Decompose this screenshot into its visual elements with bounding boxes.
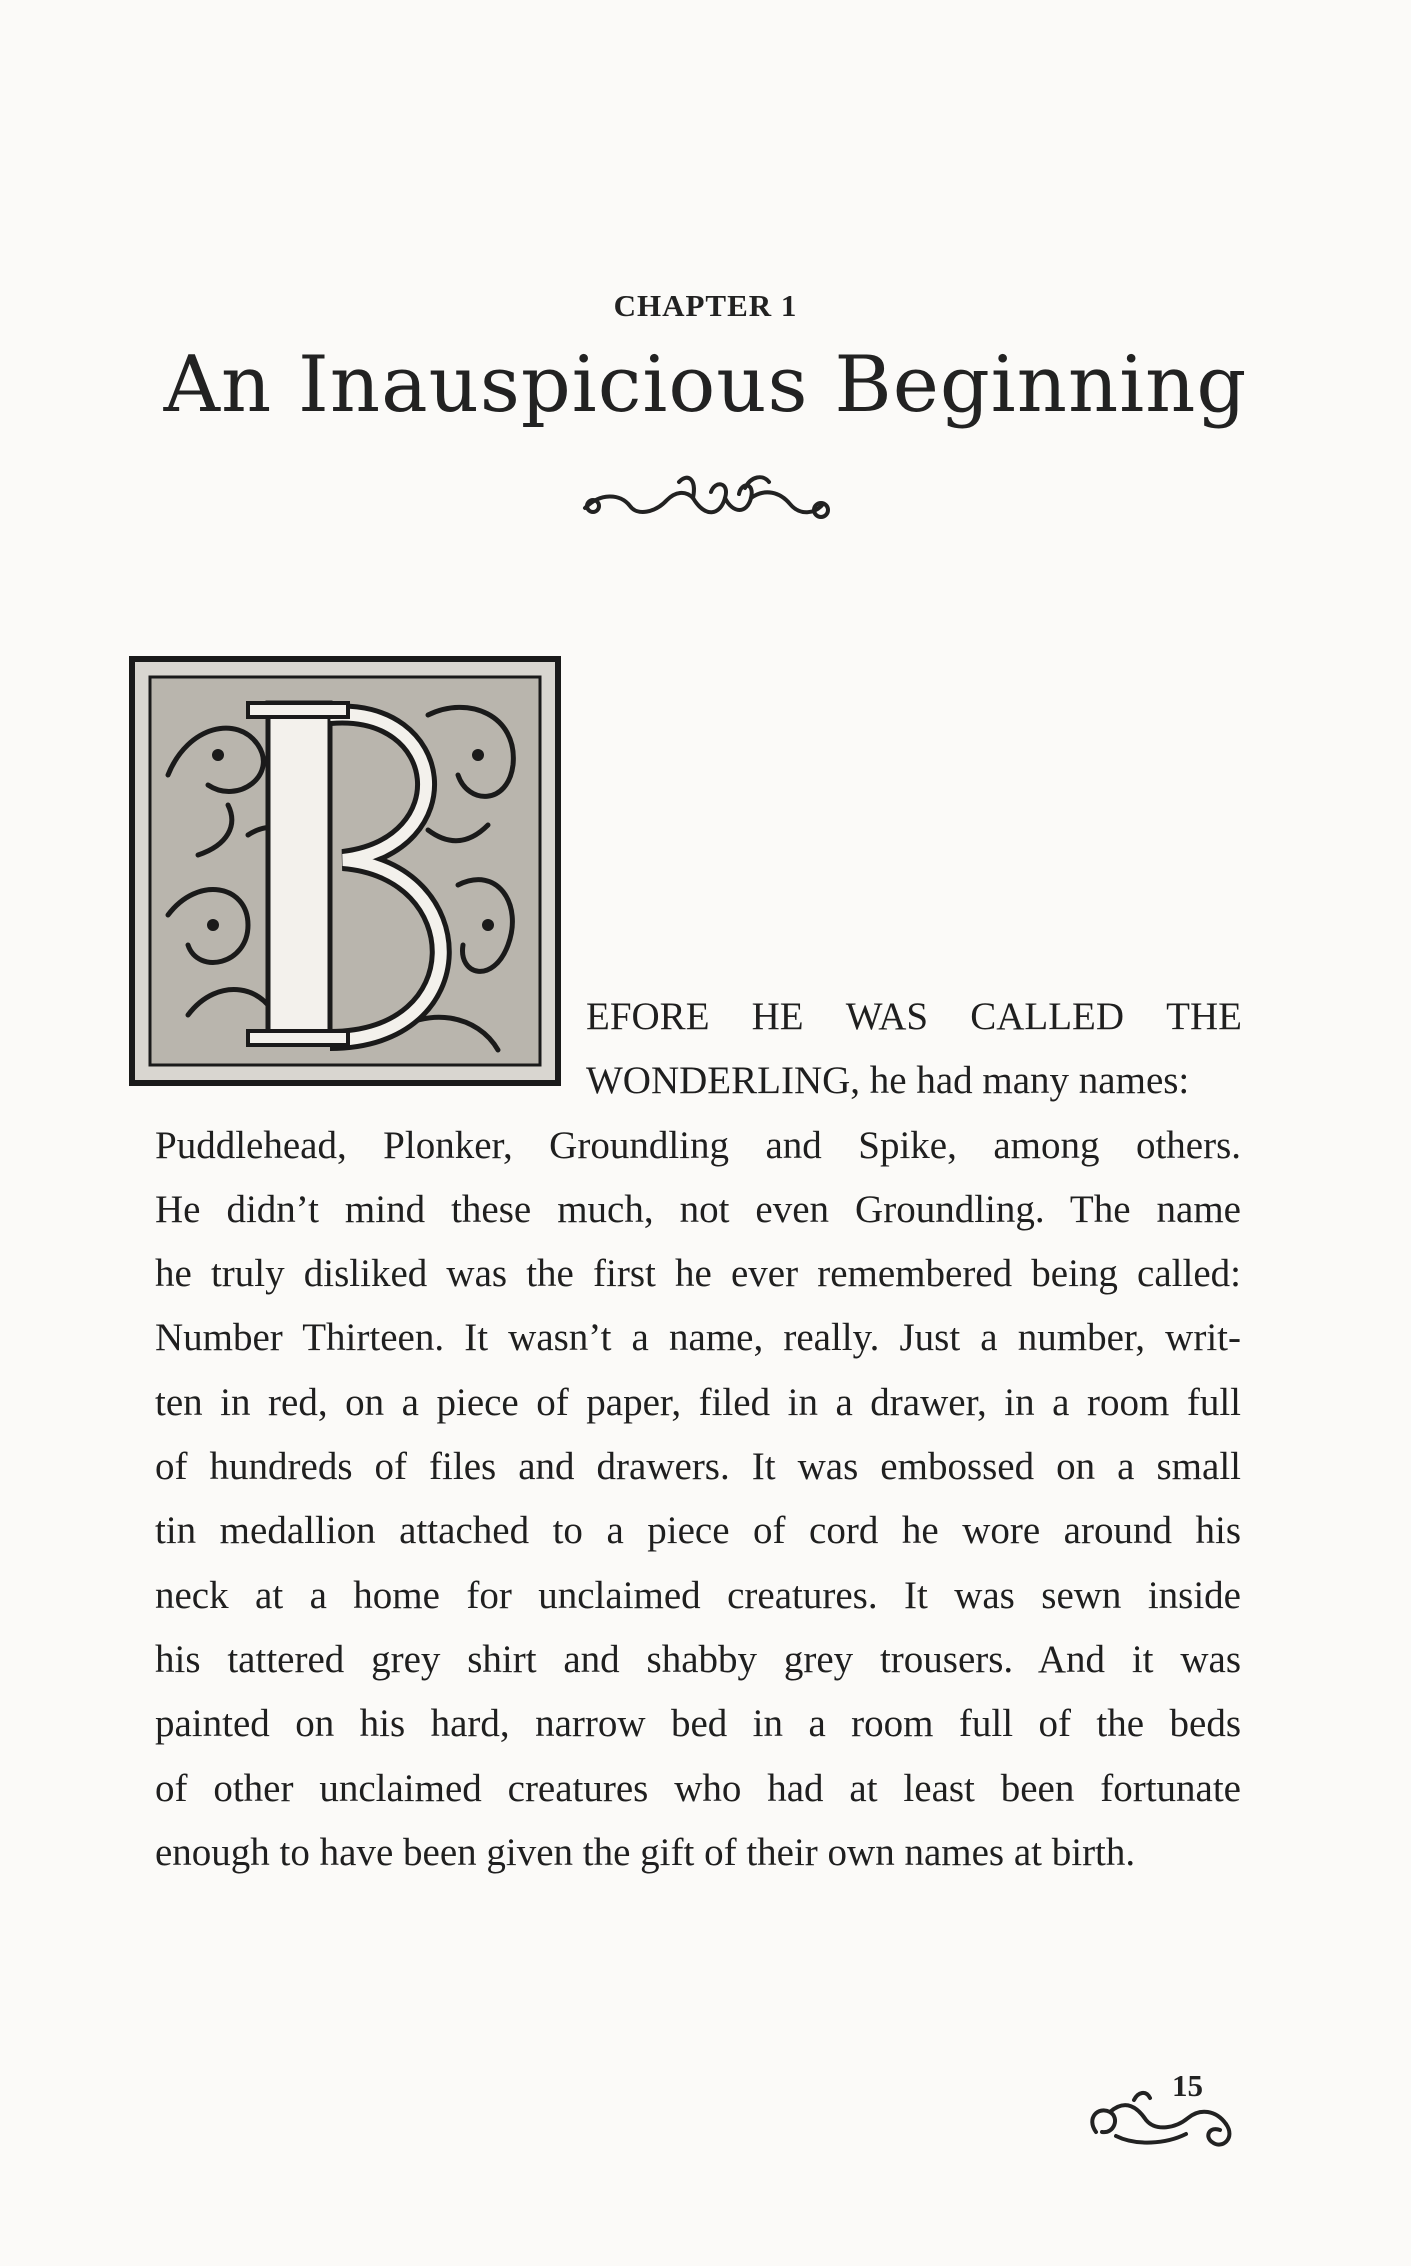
paragraph-line: of other unclaimed creatures who had at least been fortunate [155,1766,1241,1810]
first-line-word: EFORE [586,995,710,1038]
second-line: WONDERLING, he had many names: [586,1059,1190,1103]
first-line-word: CALLED [970,995,1125,1038]
paragraph-line: his tattered grey shirt and shabby grey trousers. And it was [155,1637,1241,1681]
paragraph-line: neck at a home for unclaimed creatures. It was sewn inside [155,1573,1241,1617]
curl-ornament-icon [1076,2088,1246,2158]
paragraph-line: of hundreds of files and drawers. It was embossed on a small [155,1445,1241,1489]
opening-lines [586,985,1242,1114]
first-line [586,985,1242,1049]
first-line-word: WAS [845,995,929,1038]
chapter-title: An Inauspicious Beginning [163,340,1248,430]
page-number: 15 [1172,2068,1203,2103]
drop-cap-b-icon [128,655,562,1087]
first-line-word: THE [1166,995,1242,1038]
paragraph-line: Number Thirteen. It wasn’t a name, really. Just a number, writ- [155,1316,1241,1360]
paragraph-line: he truly disliked was the first he ever remembered being called: [155,1252,1241,1296]
paragraph-line: Puddlehead, Plonker, Groundling and Spike, among others. [155,1123,1241,1167]
body-paragraph [155,1114,1241,1886]
paragraph-line: painted on his hard, narrow bed in a room full of the beds [155,1702,1241,1746]
paragraph-line: ten in red, on a piece of paper, filed in a drawer, in a room full [155,1380,1241,1424]
first-line-word: HE [751,995,804,1038]
paragraph-line: He didn’t mind these much, not even Groundling. The name [155,1187,1241,1231]
paragraph-line: enough to have been given the gift of their own names at birth. [155,1830,1136,1874]
paragraph-line: tin medallion attached to a piece of cord he wore around his [155,1509,1241,1553]
chapter-label: CHAPTER 1 [613,288,798,323]
flourish-ornament-icon [575,468,841,532]
